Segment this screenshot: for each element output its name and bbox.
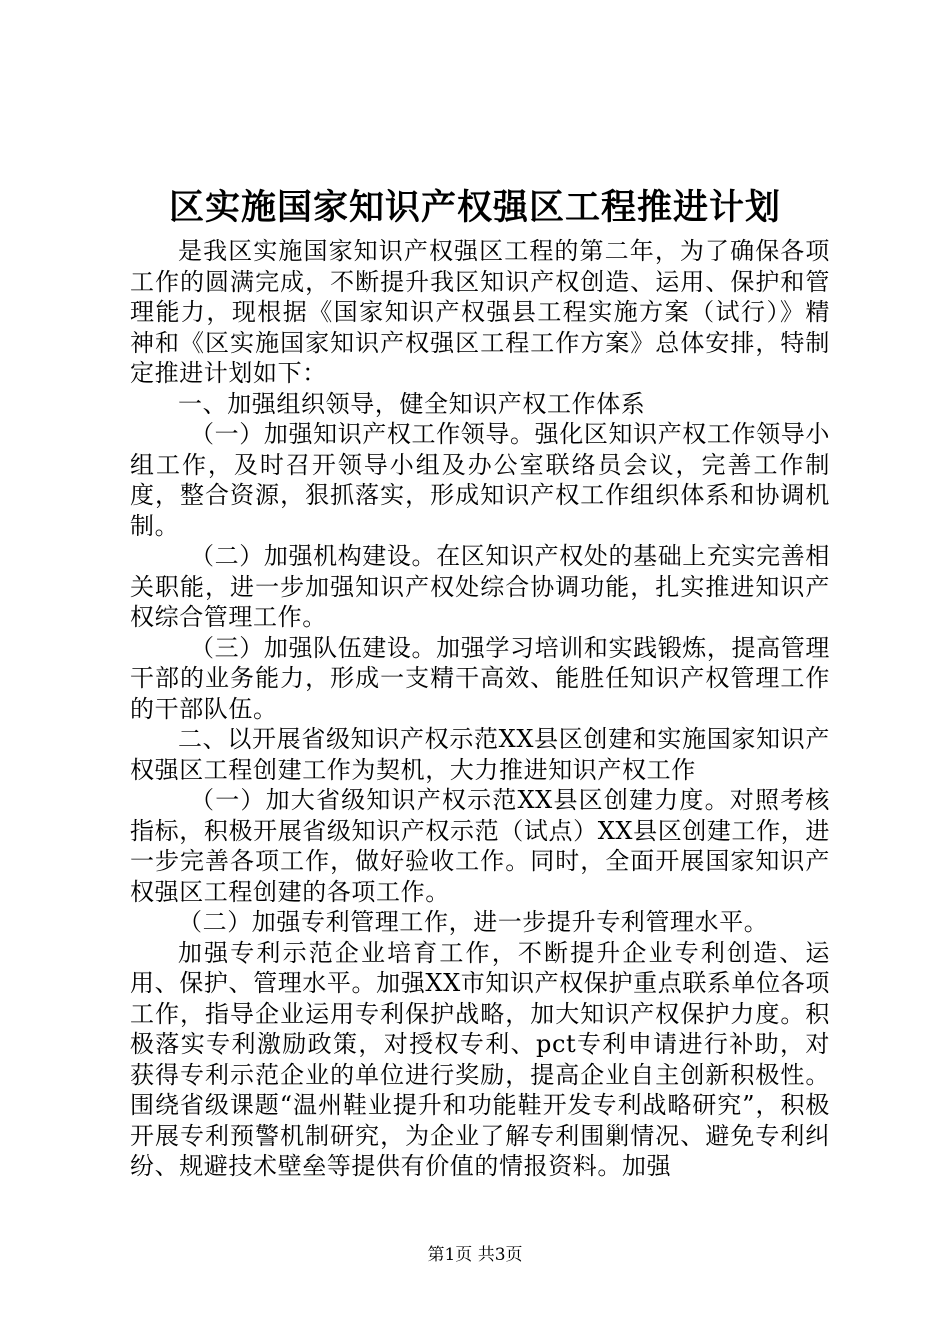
document-title: 区实施国家知识产权强区工程推进计划: [168, 187, 781, 228]
section-heading-2: 二、以开展省级知识产权示范XX县区创建和实施国家知识产权强区工程创建工作为契机，大力推进知识产权工作: [130, 725, 830, 784]
paragraph-1-3: （三）加强队伍建设。加强学习培训和实践锻炼，提高管理干部的业务能力，形成一支精干高效、能胜任知识产权管理工作的干部队伍。: [130, 633, 830, 723]
paragraph-2-2-body: 加强专利示范企业培育工作，不断提升企业专利创造、运用、保护、管理水平。加强XX市知识产权保护重点联系单位各项工作，指导企业运用专利保护战略，加大知识产权保护力度。积极落实专利激励政策，对授权专利、pct专利申请进行补助，对获得专利示范企业的单位进行奖励，提高企业自主创新积极性。围绕省级课题“温州鞋业提升和功能鞋开发专利战略研究”，积极开展专利预警机制研究，为企业了解专利围剿情况、避免专利纠纷、规避技术壁垒等提供有价值的情报资料。加强: [130, 938, 830, 1180]
page-number-footer: 第1页 共3页: [427, 1245, 523, 1265]
paragraph-1-2: （二）加强机构建设。在区知识产权处的基础上充实完善相关职能，进一步加强知识产权处综合协调功能，扎实推进知识产权综合管理工作。: [130, 542, 830, 631]
paragraph-2-1: （一）加大省级知识产权示范XX县区创建力度。对照考核指标，积极开展省级知识产权示范（试点）XX县区创建工作，进一步完善各项工作，做好验收工作。同时，全面开展国家知识产权强区工程创建的各项工作。: [130, 786, 830, 906]
document-body: [130, 236, 830, 1182]
intro-paragraph: 是我区实施国家知识产权强区工程的第二年，为了确保各项工作的圆满完成，不断提升我区知识产权创造、运用、保护和管理能力，现根据《国家知识产权强县工程实施方案（试行）》精神和《区实施国家知识产权强区工程工作方案》总体安排，特制定推进计划如下：: [130, 237, 830, 387]
paragraph-1-1: （一）加强知识产权工作领导。强化区知识产权工作领导小组工作，及时召开领导小组及办公室联络员会议，完善工作制度，整合资源，狠抓落实，形成知识产权工作组织体系和协调机制。: [130, 420, 830, 540]
paragraph-2-2-heading: （二）加强专利管理工作，进一步提升专利管理水平。: [178, 908, 769, 936]
section-heading-1: 一、加强组织领导，健全知识产权工作体系: [178, 389, 646, 418]
